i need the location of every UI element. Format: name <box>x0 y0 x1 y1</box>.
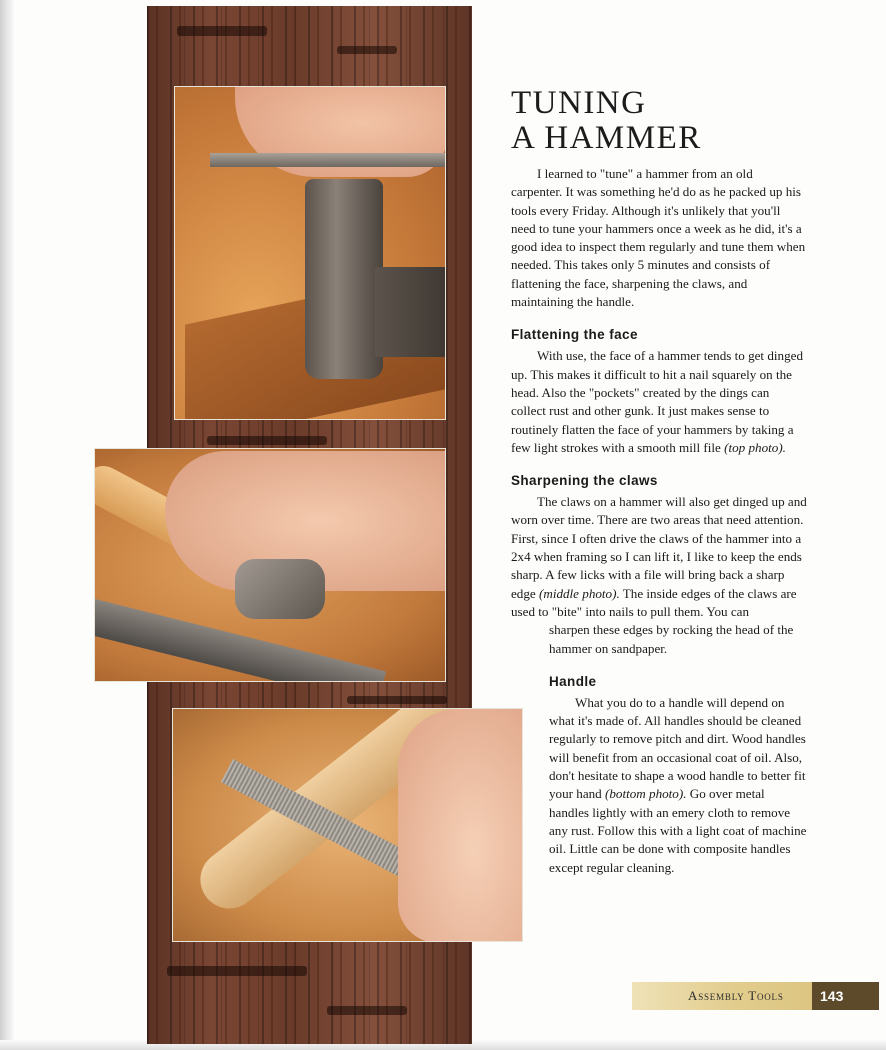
footer-section-label: Assembly Tools <box>688 988 784 1003</box>
photo-ref-middle: (middle photo). <box>539 585 620 601</box>
sharpening-text-b: The inside edges of the claws are used to "bite" into nails to pull them. You can <box>511 585 797 619</box>
photo-bottom-shaping-handle <box>172 708 523 942</box>
running-footer <box>632 982 879 1010</box>
article-column <box>511 86 807 877</box>
photo-ref-bottom: (bottom photo). <box>605 786 687 802</box>
title-line-1: TUNING <box>511 85 647 121</box>
page-gutter-shadow <box>0 0 14 1050</box>
heading-sharpening-claws: Sharpening the claws <box>511 473 658 489</box>
photo-middle-sharpening-claws <box>94 448 446 682</box>
heading-handle: Handle <box>549 673 597 689</box>
sharpening-paragraph-cont: sharpen these edges by rocking the head of the hammer on sandpaper. <box>549 622 794 656</box>
flattening-paragraph <box>511 347 807 457</box>
handle-text-a: What you do to a handle will depend on what it's made of. All handles should be cleaned regularly to remove pitch and dirt. Wood handles will benefit from an occasional coat of oil. Also, don't hesitate to shape a wood handle to better fit your hand <box>549 694 806 802</box>
intro-paragraph: I learned to "tune" a hammer from an old carpenter. It was something he'd do as he packed up his tools every Friday. Although it's unlikely that you'll need to tune your hammers once a week as he did, it's a good idea to inspect them regularly and tune them when needed. This takes only 5 minutes and consists of flattening the face, sharpening the claws, and maintaining the handle. <box>511 166 806 310</box>
handle-paragraph <box>511 694 807 877</box>
flattening-text: With use, the face of a hammer tends to get dinged up. This makes it difficult to hit a nail squarely on the head. Also the "pockets" created by the dings can collect rust and other gunk. It just makes sense to routinely flatten the face of your hammers by taking a few light strokes with a smooth mill file <box>511 348 803 455</box>
photo-top-filing-face <box>174 86 446 420</box>
photo-ref-top: (top photo). <box>724 439 786 455</box>
title-line-2: A HAMMER <box>511 120 702 156</box>
sharpening-text-a: The claws on a hammer will also get dinged up and worn over time. There are two areas that need attention. First, since I often drive the claws of the hammer into a 2x4 when framing so I can lift it, I like to keep the ends sharp. A few licks with a file will bring back a sharp edge <box>511 494 807 601</box>
handle-text-b: Go over metal handles lightly with an emery cloth to remove any rust. Follow this with a light coat of machine oil. Little can be done with composite handles except regular cleaning. <box>549 786 807 875</box>
heading-flattening-face: Flattening the face <box>511 327 638 343</box>
article-title <box>511 86 807 156</box>
page-number: 143 <box>812 982 879 1010</box>
sharpening-paragraph <box>511 493 807 621</box>
